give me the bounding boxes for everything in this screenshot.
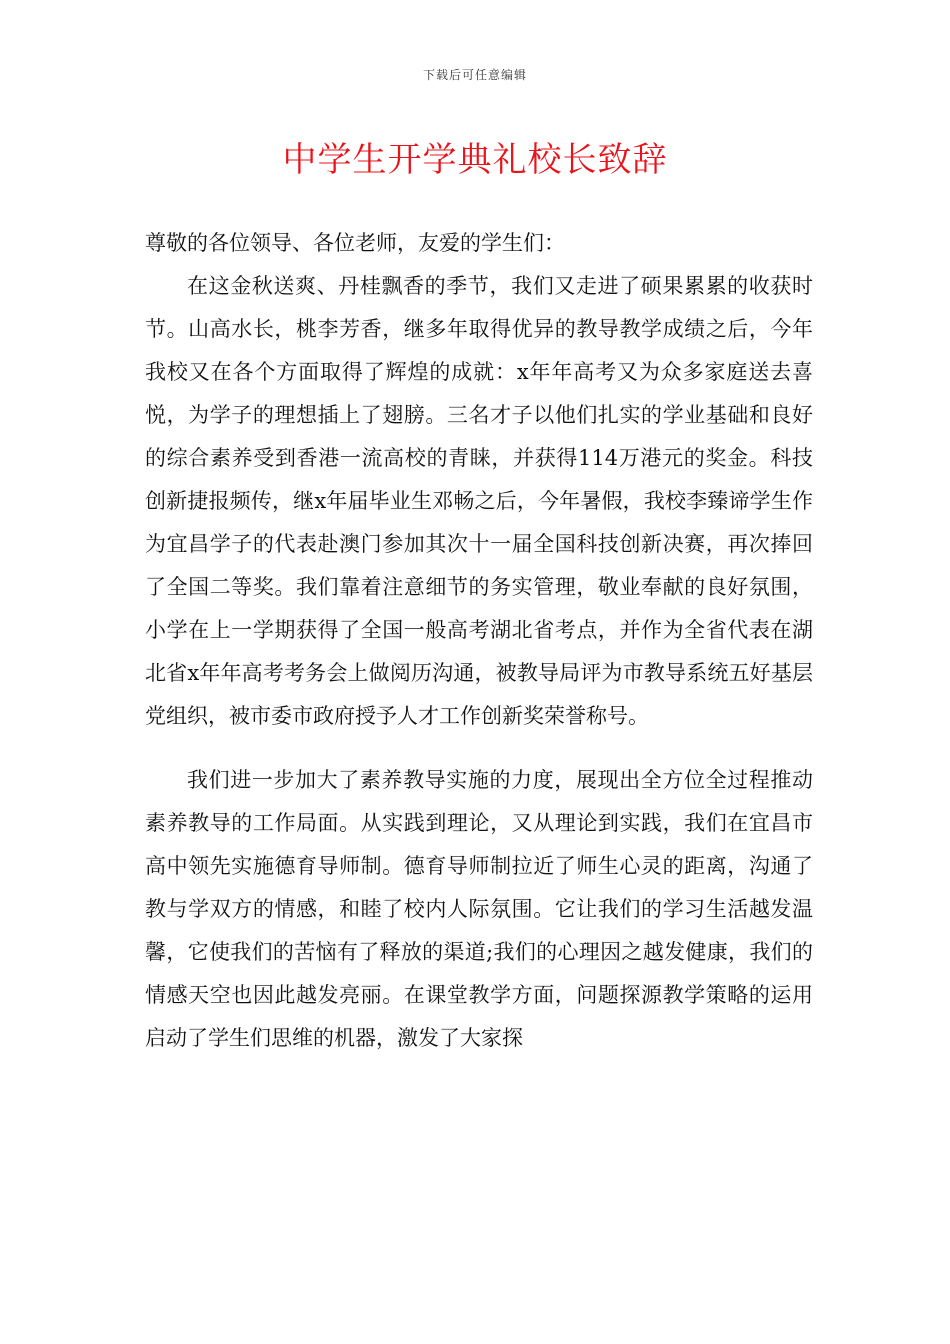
- paragraph-2: 我们进一步加大了素养教导实施的力度，展现出全方位全过程推动素养教导的工作局面。从实践到理论，又从理论到实践，我们在宜昌市高中领先实施德育导师制。德育导师制拉近了师生心灵的距离，沟通了教与学双方的情感，和睦了校内人际氛围。它让我们的学习生活越发温馨，它使我们的苦恼有了释放的渠道;我们的心理因之越发健康，我们的情感天空也因此越发亮丽。在课堂教学方面，问题探源教学策略的运用启动了学生们思维的机器，激发了大家探: [145, 768, 813, 1050]
- document-title: 中学生开学典礼校长致辞: [282, 140, 668, 180]
- document-body: [145, 222, 813, 1060]
- salutation: 尊敬的各位领导、各位老师，友爱的学生们：: [145, 231, 565, 255]
- download-note: 下载后可任意编辑: [422, 68, 527, 82]
- paragraph-1: 在这金秋送爽、丹桂飘香的季节，我们又走进了硕果累累的收获时节。山高水长，桃李芳香，继多年取得优异的教导教学成绩之后，今年我校又在各个方面取得了辉煌的成就：x年年高考又为众多家庭送去喜悦，为学子的理想插上了翅膀。三名才子以他们扎实的学业基础和良好的综合素养受到香港一流高校的青睐，并获得114万港元的奖金。科技创新捷报频传，继x年届毕业生邓畅之后，今年暑假，我校李臻谛学生作为宜昌学子的代表赴澳门参加其次十一届全国科技创新决赛，再次捧回了全国二等奖。我们靠着注意细节的务实管理，敬业奉献的良好氛围，小学在上一学期获得了全国一般高考湖北省考点，并作为全省代表在湖北省x年年高考考务会上做阅历沟通，被教导局评为市教导系统五好基层党组织，被市委市政府授予人才工作创新奖荣誉称号。: [145, 274, 813, 728]
